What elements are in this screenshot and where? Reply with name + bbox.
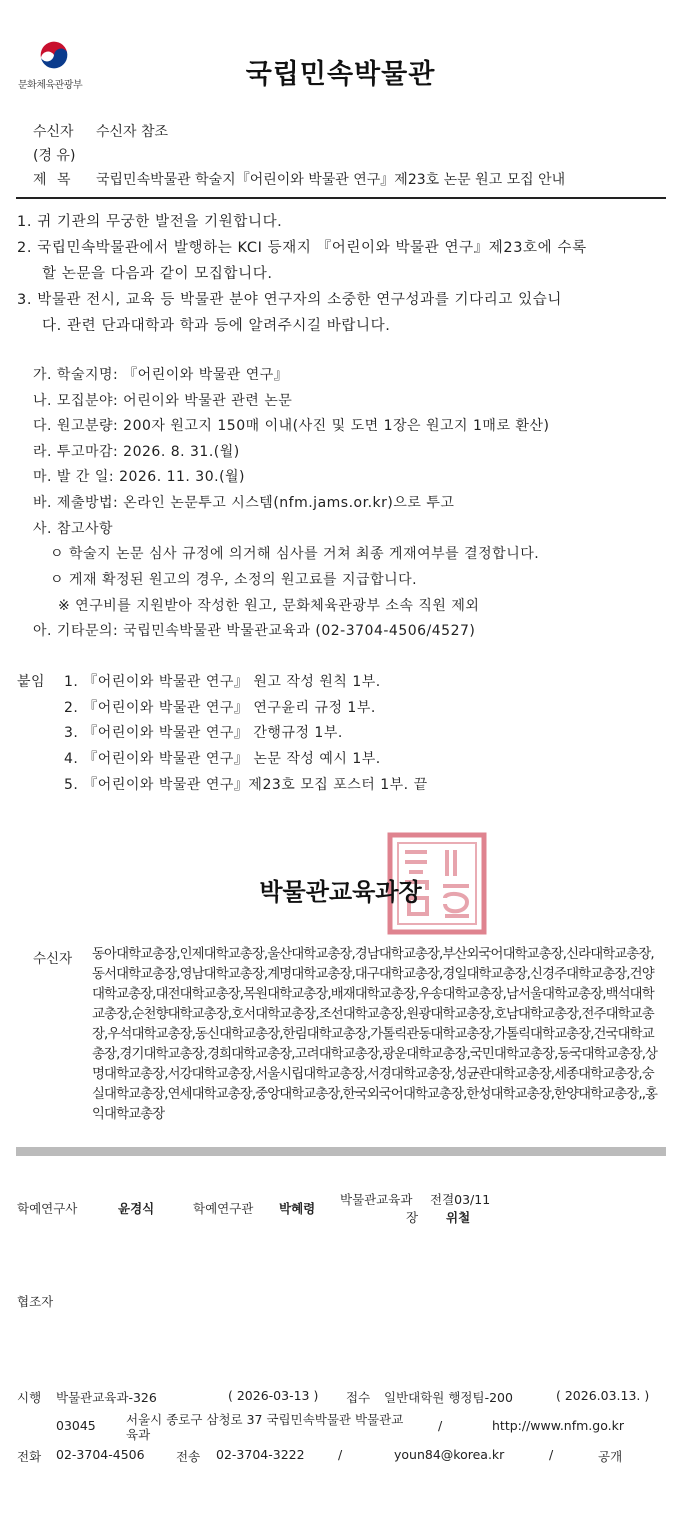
ministry-logo-text: 문화체육관광부 bbox=[18, 80, 83, 91]
approver-role-3-line-1: 박물관교육과 bbox=[340, 1192, 413, 1207]
disclosure-status: 공개 bbox=[598, 1449, 623, 1464]
note-review: ㅇ 학술지 논문 심사 규정에 의거해 심사를 거쳐 최종 게재여부를 결정합니다. bbox=[50, 546, 540, 562]
fax-number: 02-3704-3222 bbox=[216, 1447, 305, 1462]
attachment-item: 2. 『어린이와 박물관 연구』 연구윤리 규정 1부. bbox=[64, 700, 376, 716]
recipients-list: 동아대학교총장,인제대학교총장,울산대학교총장,경남대학교총장,부산외국어대학교총장,신라대학교총장,동서대학교총장,영남대학교총장,계명대학교총장,대구대학교총장,경일대학교총장,신경주대학교총장,건양대학교총장,대전대학교총장,목원대학교총장,배재대학교총장,우송대학교총장,남서울대학교총장,백석대학교총장,순천향대학교총장,호서대학교총장,조선대학교총장,원광대학교총장,호남대학교총장,전주대학교총장,우석대학교총장,동신대학교총장,한림대학교총장,가톨릭관동대학교총장,가톨릭대학교총장,건국대학교총장,경기대학교총장,경희대학교총장,고려대학교총장,광운대학교총장,국민대학교총장,동국대학교총장,상명대학교총장,서강대학교총장,서울시립대학교총장,서경대학교총장,성균관대학교총장,세종대학교총장,숭실대학교총장,연세대학교총장,중앙대학교총장,한국외국어대학교총장,한성대학교총장,한양대학교총장,,홍익대학교총장 bbox=[92, 947, 658, 1122]
item-submission-method: 바. 제출방법: 온라인 논문투고 시스템(nfm.jams.or.kr)으로 투고 bbox=[33, 495, 455, 511]
signer-title: 박물관교육과장 bbox=[259, 878, 422, 906]
subject-value: 국립민속박물관 학술지『어린이와 박물관 연구』제23호 논문 원고 모집 안내 bbox=[96, 172, 566, 188]
fax-label: 전송 bbox=[176, 1449, 201, 1464]
address-line-2: 육과 bbox=[126, 1427, 151, 1442]
receive-date: ( 2026.03.13. ) bbox=[556, 1388, 650, 1403]
item-publication-date: 마. 발 간 일: 2026. 11. 30.(월) bbox=[33, 469, 246, 485]
attachments-label: 붙임 bbox=[17, 674, 46, 690]
attachment-item: 3. 『어린이와 박물관 연구』 간행규정 1부. bbox=[64, 725, 343, 741]
attachment-item: 4. 『어린이와 박물관 연구』 논문 작성 예시 1부. bbox=[64, 751, 381, 767]
via-label: (경 유) bbox=[33, 148, 76, 164]
decision-date: 전결03/11 bbox=[430, 1192, 491, 1207]
paragraph-3-line-2: 다. 관련 단과대학과 학과 등에 알려주시길 바랍니다. bbox=[42, 318, 391, 334]
approver-role-2: 학예연구관 bbox=[193, 1201, 254, 1216]
organization-title: 국립민속박물관 bbox=[245, 59, 436, 90]
send-date: ( 2026-03-13 ) bbox=[228, 1388, 319, 1403]
item-notes-heading: 사. 참고사항 bbox=[33, 521, 114, 537]
attachment-item: 5. 『어린이와 박물관 연구』제23호 모집 포스터 1부. 끝 bbox=[64, 777, 428, 793]
paragraph-2-line-2: 할 논문을 다음과 같이 모집합니다. bbox=[42, 266, 273, 282]
website-link[interactable]: http://www.nfm.go.kr bbox=[492, 1418, 624, 1433]
paragraph-1: 1. 귀 기관의 무궁한 발전을 기원합니다. bbox=[17, 214, 283, 230]
receive-label: 접수 bbox=[346, 1390, 371, 1405]
separator: / bbox=[549, 1447, 554, 1462]
email-link[interactable]: youn84@korea.kr bbox=[394, 1447, 505, 1462]
phone-label: 전화 bbox=[17, 1449, 42, 1464]
header-divider bbox=[16, 197, 666, 199]
recipient-value: 수신자 참조 bbox=[96, 124, 169, 140]
send-number: 박물관교육과-326 bbox=[56, 1390, 157, 1405]
subject-label: 제 목 bbox=[33, 172, 74, 188]
postcode: 03045 bbox=[56, 1418, 96, 1433]
send-label: 시행 bbox=[17, 1390, 42, 1405]
separator: / bbox=[438, 1418, 443, 1433]
approver-role-3-line-2: 장 bbox=[406, 1210, 419, 1225]
section-divider bbox=[16, 1147, 666, 1156]
note-fee: ㅇ 게재 확정된 원고의 경우, 소정의 원고료를 지급합니다. bbox=[50, 572, 418, 588]
receive-number: 일반대학원 행정팀-200 bbox=[384, 1390, 513, 1405]
note-exclusion: ※ 연구비를 지원받아 작성한 원고, 문화체육관광부 소속 직원 제외 bbox=[58, 598, 480, 614]
approver-name-2: 박혜령 bbox=[279, 1201, 316, 1216]
address-line-1: 서울시 종로구 삼청로 37 국립민속박물관 박물관교 bbox=[126, 1412, 404, 1427]
phone-number: 02-3704-4506 bbox=[56, 1447, 145, 1462]
item-field: 나. 모집분야: 어린이와 박물관 관련 논문 bbox=[33, 393, 293, 409]
paragraph-3-line-1: 3. 박물관 전시, 교육 등 박물관 분야 연구자의 소중한 연구성과를 기다리고 있습니 bbox=[17, 292, 562, 308]
item-journal-name: 가. 학술지명: 『어린이와 박물관 연구』 bbox=[33, 367, 289, 383]
attachment-item: 1. 『어린이와 박물관 연구』 원고 작성 원칙 1부. bbox=[64, 674, 381, 690]
approver-name-1: 윤경식 bbox=[118, 1201, 155, 1216]
cooperator-label: 협조자 bbox=[17, 1294, 54, 1309]
separator: / bbox=[338, 1447, 343, 1462]
approver-name-3: 위철 bbox=[446, 1210, 471, 1225]
approver-role-1: 학예연구사 bbox=[17, 1201, 78, 1216]
recipients-label: 수신자 bbox=[33, 951, 73, 967]
paragraph-2-line-1: 2. 국립민속박물관에서 발행하는 KCI 등재지 『어린이와 박물관 연구』제23호에 수록 bbox=[17, 240, 587, 256]
item-length: 다. 원고분량: 200자 원고지 150매 이내(사진 및 도면 1장은 원고지 1매로 환산) bbox=[33, 418, 550, 434]
item-deadline: 라. 투고마감: 2026. 8. 31.(월) bbox=[33, 444, 240, 460]
item-contact: 아. 기타문의: 국립민속박물관 박물관교육과 (02-3704-4506/4527) bbox=[33, 623, 476, 639]
recipient-label: 수신자 bbox=[33, 124, 74, 140]
